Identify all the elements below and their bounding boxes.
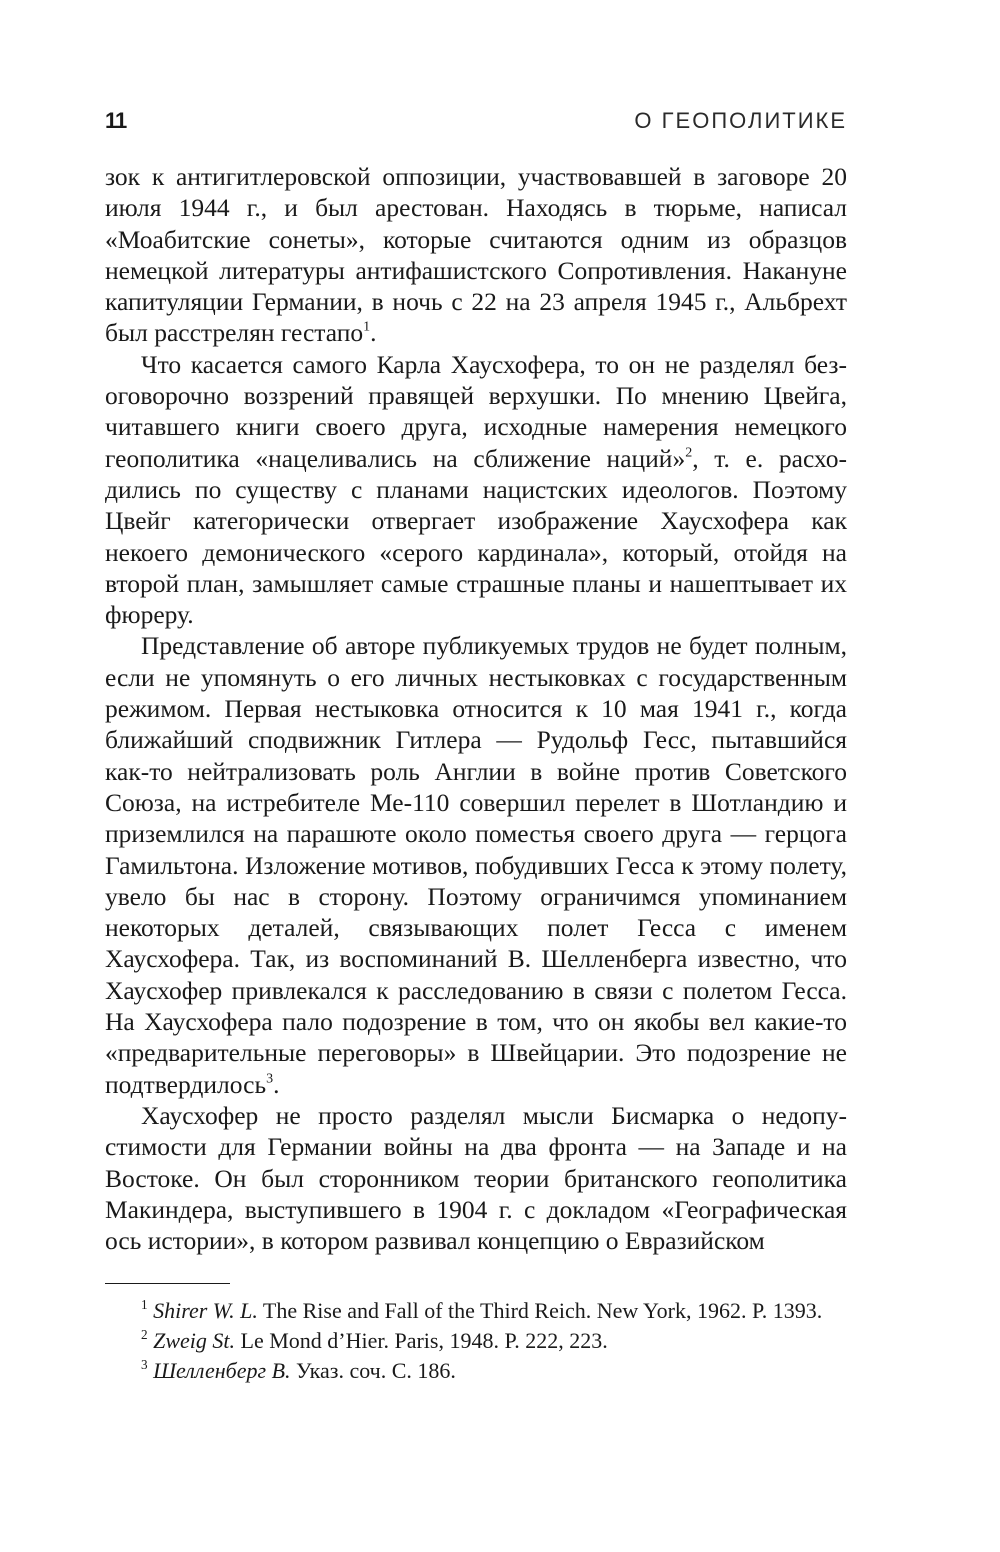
footnote-text: The Rise and Fall of the Third Reich. New York, 1962. P. 1393. [257,1298,823,1323]
paragraph-4: Хаусхофер не просто разделял мысли Бисмарка о недопустимости для Германии войны на два фронта — на Западе и на Востоке. Он был сторонником теории британского геополитика Макиндера, выступившего в 1904 г. с докладом «Географическая ось истории», в котором развивал концепцию о Евразийском [105,1100,847,1256]
footnote-number: 1 [141,1296,148,1312]
body-text [105,161,847,1256]
footnote-author: Шелленберг В. [153,1358,291,1383]
footnote-1 [105,1296,847,1326]
footnote-ref-1: 1 [363,319,371,335]
footnote-author: Zweig St. [153,1328,235,1353]
footnote-2 [105,1326,847,1356]
footnote-number: 2 [141,1326,148,1342]
paragraph-3: Представление об авторе публикуемых трудов не будет полным, если не упомянуть о его личных нестыковках с государственным режимом. Первая нестыковка относится к 10 мая 1941 г., когда ближайший сподвижник Гитлера — Рудольф Гесс, пытавшийся как-то нейтрализовать роль Англии в войне против Советского Союза, на истребителе Ме-110 совершил перелет в Шотландию и приземлился на парашюте около поместья своего друга — герцога Гамильтона. Изложение мотивов, побудивших Гесса к этому полету, увело бы нас в сторону. Поэтому ограничимся упоминанием некоторых деталей, связывающих полет Гесса с именем Хаусхофера. Так, из воспоминаний В. Шелленберга известно, что Хаусхофер привлекался к расследованию в связи с полетом Гесса. На Хаусхофера пало подозрение в том, что он якобы вел какие-то «предварительные переговоры» в Швейцарии. Это подозрение не подтвердилось$^3$. [105,631,847,1099]
running-head [105,108,847,142]
footnote-ref-2: 2 [685,445,693,461]
footnote-divider [105,1283,230,1284]
footnote-number: 3 [141,1356,148,1372]
footnote-author: Shirer W. L. [153,1298,258,1323]
page-number: 11 [105,108,127,133]
footnote-text: Le Mond d’Hier. Paris, 1948. P. 222, 223. [235,1328,608,1353]
paragraph-2: Что касается самого Карла Хаусхофера, то он не разделял безоговорочно воззрений правящей верхушки. По мнению Цвейга, читавшего книги своего друга, исходные намерения немецкого геополитика «нацеливались на сближение наций»$^2$, т. е. расходились по существу с планами нацистских идеологов. Поэтому Цвейг категорически отвергает изображение Хаусхофера как некоего демонического «серого кардинала», который, отойдя на второй план, замышляет самые страшные планы и нашептывает их фюреру. [105,349,847,630]
running-title: О ГЕОПОЛИТИКЕ [634,108,847,133]
footnote-3 [105,1356,847,1386]
paragraph-1: зок к антигитлеровской оппозиции, участвовавшей в заговоре 20 июля 1944 г., и был арестован. Находясь в тюрьме, написал «Моабитские сонеты», которые считаются одним из образцов немецкой литературы антифашистского Сопротивления. Накануне капитуляции Германии, в ночь с 22 на 23 апреля 1945 г., Альбрехт был расстрелян гестапо$^1$. [105,162,847,348]
book-page [105,0,847,1552]
footnote-ref-3: 3 [266,1071,274,1087]
footnote-text: Указ. соч. С. 186. [290,1358,456,1383]
footnotes [105,1296,847,1386]
